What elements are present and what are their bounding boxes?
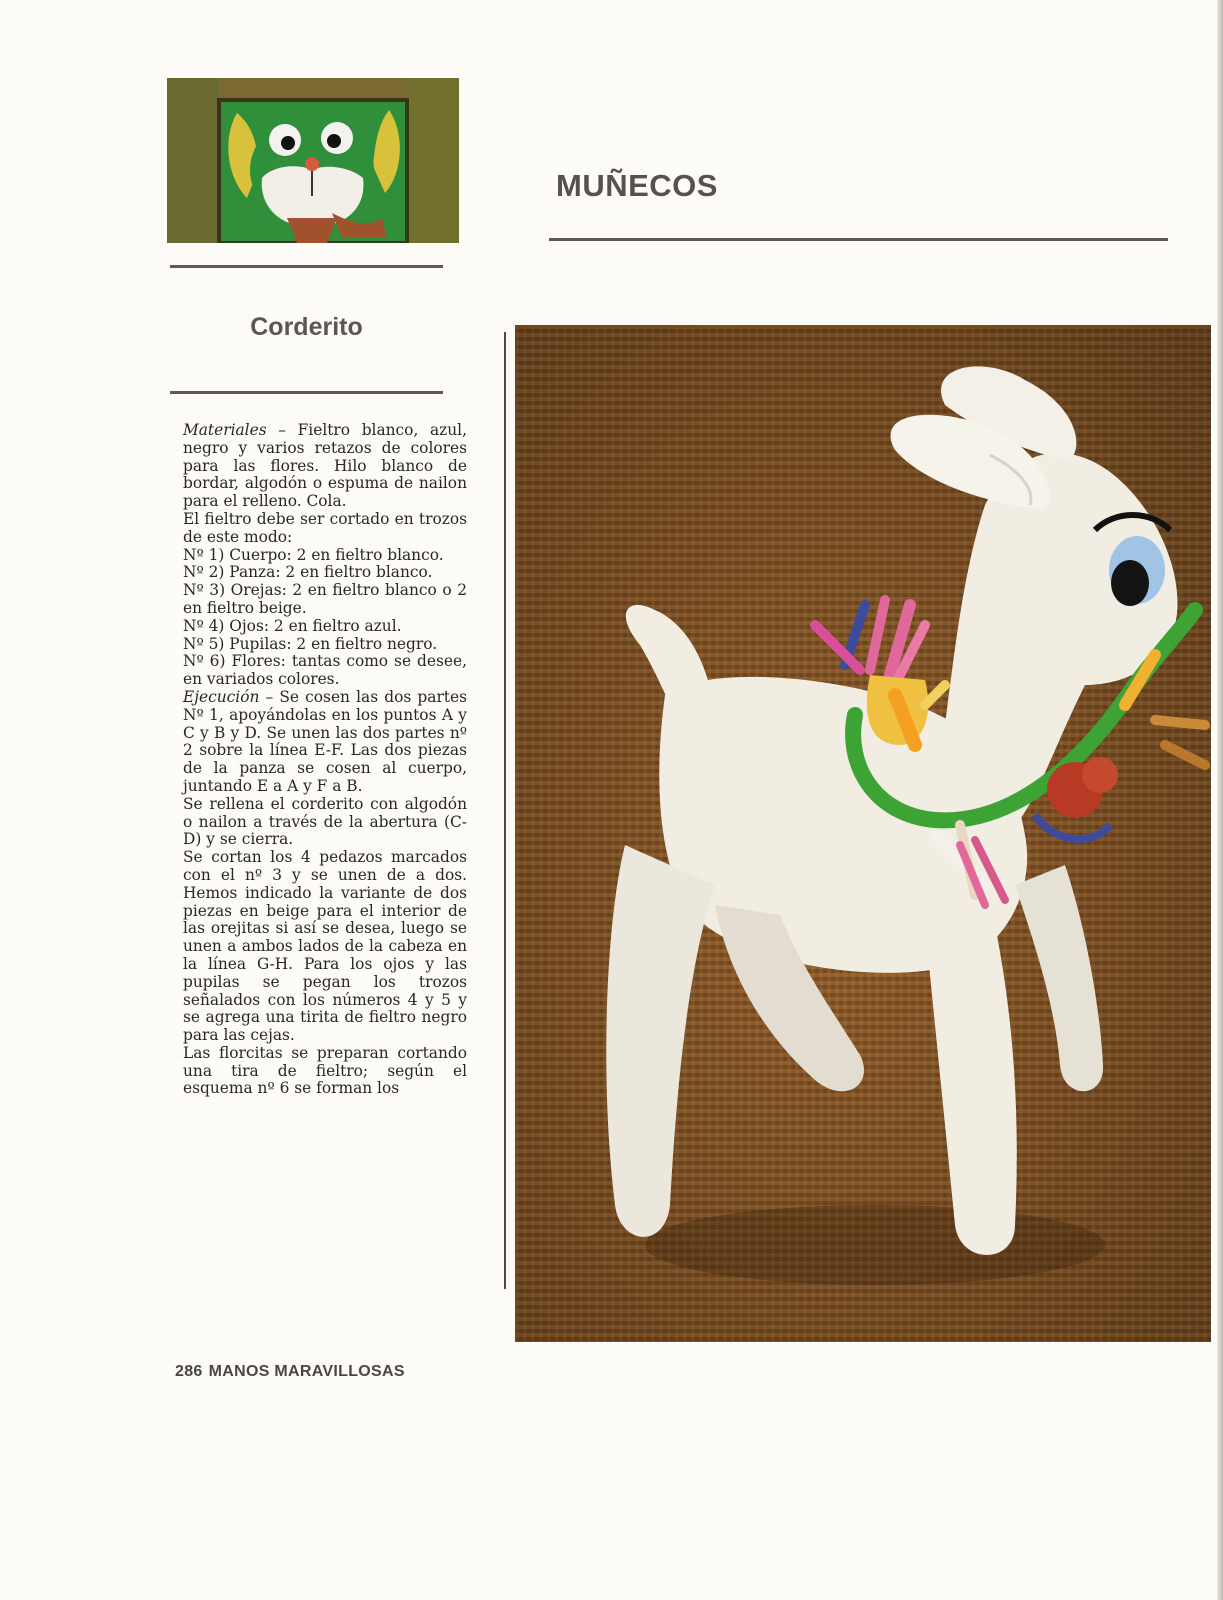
publication-name: MANOS MARAVILLOSAS [208, 1363, 405, 1380]
ejecucion-label: Ejecución [183, 687, 260, 706]
materiales-label: Materiales [183, 421, 267, 439]
header-divider [549, 238, 1168, 241]
dog-thumbnail-image [167, 78, 459, 243]
piece-item: Nº 4) Ojos: 2 en fieltro azul. [183, 616, 402, 635]
body-paragraph: Se rellena el corderito con algodón o nailon a través de la abertura (C-D) y se cierra. [183, 794, 467, 849]
corte-intro: El fieltro debe ser cortado en trozos de este modo: [183, 509, 467, 546]
page-edge [1217, 0, 1223, 1600]
lamb-photo [515, 325, 1211, 1342]
article-title: Corderito [250, 313, 363, 341]
page-number: 286 [175, 1363, 203, 1380]
body-paragraph: Las florcitas se preparan cortando una tira de fieltro; según el esquema nº 6 se forman los [183, 1043, 467, 1098]
column-divider [504, 332, 506, 1289]
article-body [183, 422, 467, 1098]
piece-item: Nº 6) Flores: tantas como se desee, en variados colores. [183, 652, 467, 689]
section-title: MUÑECOS [556, 168, 718, 203]
piece-item: Nº 3) Orejas: 2 en fieltro blanco o 2 en fieltro beige. [183, 581, 467, 617]
page-footer [175, 1363, 405, 1381]
title-divider-bottom [170, 391, 443, 394]
ejecucion-text: – Se cosen las dos partes Nº 1, apoyándolas en los puntos A y C y B y D. Se unen las dos partes nº 2 sobre la línea E-F. Las dos piezas de la panza se cosen al cuerpo, juntando E a A y F a B. [183, 687, 467, 795]
title-divider-top [170, 265, 443, 268]
piece-item: Nº 1) Cuerpo: 2 en fieltro blanco. [183, 545, 444, 564]
materiales-paragraph [183, 422, 467, 511]
piece-item: Nº 5) Pupilas: 2 en fieltro negro. [183, 634, 438, 653]
body-paragraph: Se cortan los 4 pedazos marcados con el nº 3 y se unen de a dos. Hemos indicado la variante de dos piezas en beige para el interior de las orejitas si así se desea, luego se unen a ambos lados de la cabeza en la línea G-H. Para los ojos y las pupilas se pegan los trozos señalados con los números 4 y 5 y se agrega una tirita de fieltro negro para las cejas. [183, 848, 467, 1045]
ejecucion-paragraph [183, 689, 467, 796]
piece-item: Nº 2) Panza: 2 en fieltro blanco. [183, 563, 433, 582]
materiales-text: – Fieltro blanco, azul, negro y varios retazos de colores para las flores. Hilo blanco de bordar, algodón o espuma de nailon para el relleno. Cola. [183, 421, 467, 511]
